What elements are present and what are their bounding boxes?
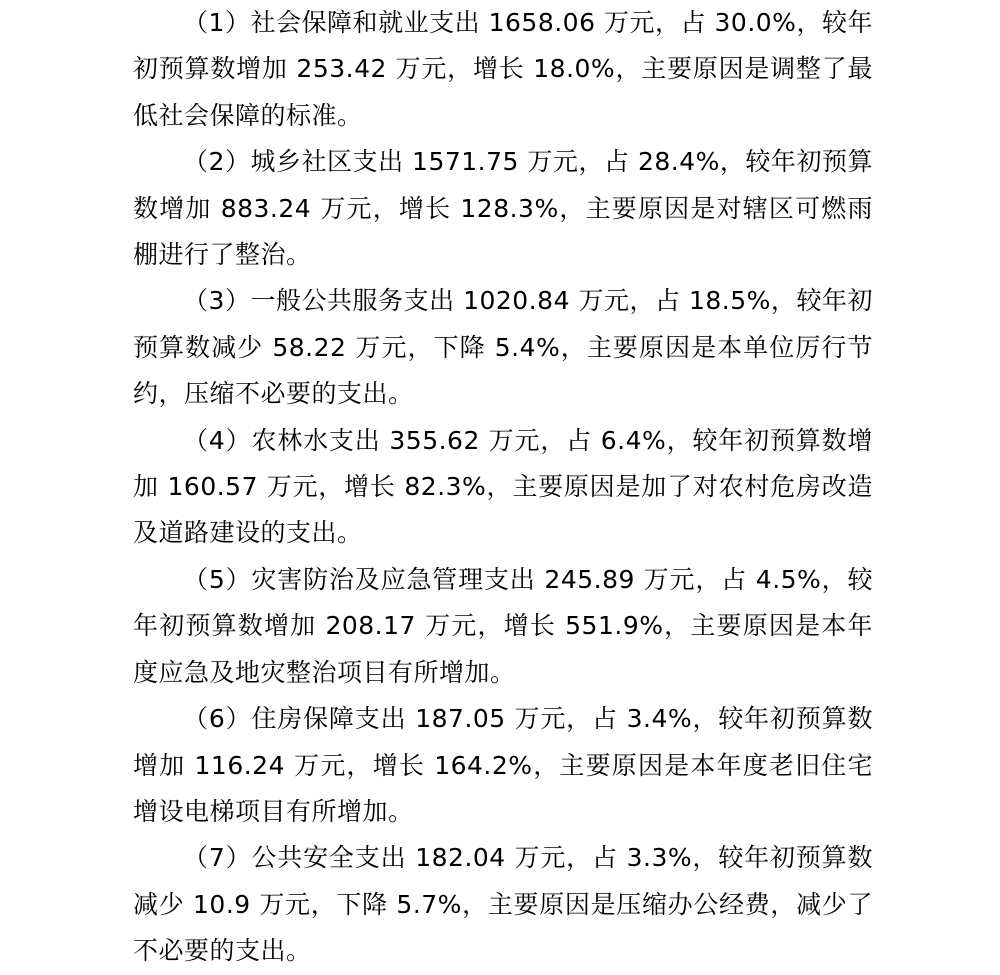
paragraph-6: （6）住房保障支出 187.05 万元，占 3.4%，较年初预算数增加 116.24 万元，增长 164.2%，主要原因是本年度老旧住宅增设电梯项目有所增加。	[133, 704, 873, 826]
paragraph-3: （3）一般公共服务支出 1020.84 万元，占 18.5%，较年初预算数减少 58.22 万元，下降 5.4%，主要原因是本单位厉行节约，压缩不必要的支出。	[133, 286, 873, 409]
paragraph-5: （5）灾害防治及应急管理支出 245.89 万元，占 4.5%，较年初预算数增加 208.17 万元，增长 551.9%，主要原因是本年度应急及地灾整治项目有所增加。	[133, 564, 873, 687]
paragraph-7: （7）公共安全支出 182.04 万元，占 3.3%，较年初预算数减少 10.9 万元，下降 5.7%，主要原因是压缩办公经费，减少了不必要的支出。	[133, 843, 873, 966]
paragraph-1: （1）社会保障和就业支出 1658.06 万元，占 30.0%，较年初预算数增加 253.42 万元，增长 18.0%，主要原因是调整了最低社会保障的标准。	[133, 8, 873, 130]
paragraph-4: （4）农林水支出 355.62 万元，占 6.4%，较年初预算数增加 160.57 万元，增长 82.3%，主要原因是加了对农村危房改造及道路建设的支出。	[133, 425, 873, 548]
paragraph-2: （2）城乡社区支出 1571.75 万元，占 28.4%，较年初预算数增加 883.24 万元，增长 128.3%，主要原因是对辖区可燃雨棚进行了整治。	[133, 147, 873, 270]
document-body	[133, 0, 873, 975]
